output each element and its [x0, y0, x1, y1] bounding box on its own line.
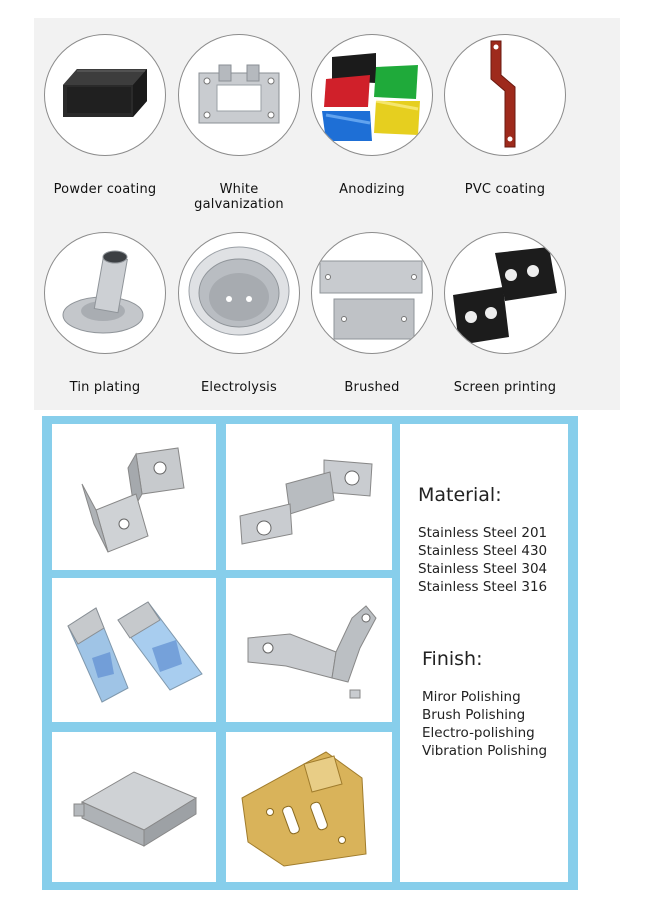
brushed-plates-icon — [311, 232, 433, 354]
finish-item-white-galvanization — [174, 34, 304, 212]
finish-label: Brushed — [344, 380, 400, 395]
product-box-cover — [52, 732, 216, 882]
brass-plate-icon — [226, 732, 392, 882]
finish-heading: Finish: — [422, 648, 483, 670]
blue-film-plates-icon — [52, 578, 216, 722]
bent-bracket-icon — [52, 424, 216, 570]
product-offset-bracket — [226, 424, 392, 570]
finish-list — [422, 688, 547, 760]
product-brass-plate — [226, 732, 392, 882]
material-list — [418, 524, 547, 596]
finish-label: PVC coating — [464, 182, 546, 197]
material-item: Stainless Steel 304 — [418, 561, 548, 577]
material-item: Stainless Steel 201 — [418, 525, 548, 541]
printed-plates-icon — [444, 232, 566, 354]
finish-label: Anodizing — [339, 182, 405, 197]
finish-item-anodizing — [307, 34, 437, 197]
material-item: Stainless Steel 430 — [418, 543, 548, 559]
finish-item: Brush Polishing — [422, 707, 526, 723]
finish-item-electrolysis — [174, 232, 304, 395]
steel-cup-icon — [178, 232, 300, 354]
black-box-icon — [44, 34, 166, 156]
finish-label: Electrolysis — [201, 380, 277, 395]
material-item: Stainless Steel 316 — [418, 579, 548, 595]
finish-item: Vibration Polishing — [422, 743, 548, 759]
material-heading: Material: — [418, 484, 502, 506]
finish-item-brushed — [307, 232, 437, 395]
finish-label: Tin plating — [69, 380, 141, 395]
finish-item-pvc-coating — [440, 34, 570, 197]
finish-item: Miror Polishing — [422, 689, 521, 705]
product-formed-bracket — [226, 578, 392, 722]
anodized-plates-icon — [311, 34, 433, 156]
offset-bracket-icon — [226, 424, 392, 570]
finish-item-screen-printing — [440, 232, 570, 395]
galvanized-bracket-icon — [178, 34, 300, 156]
tin-tube-icon — [44, 232, 166, 354]
finish-label: Powder coating — [53, 182, 157, 197]
red-bracket-icon — [444, 34, 566, 156]
finish-item-tin-plating — [40, 232, 170, 395]
finish-label: Screen printing — [453, 380, 557, 395]
product-bent-bracket — [52, 424, 216, 570]
finish-item: Electro-polishing — [422, 725, 535, 741]
finish-label: White galvanization — [194, 182, 284, 212]
product-blue-film-plates — [52, 578, 216, 722]
formed-bracket-icon — [226, 578, 392, 722]
finish-item-powder-coating — [40, 34, 170, 197]
box-cover-icon — [52, 732, 216, 882]
